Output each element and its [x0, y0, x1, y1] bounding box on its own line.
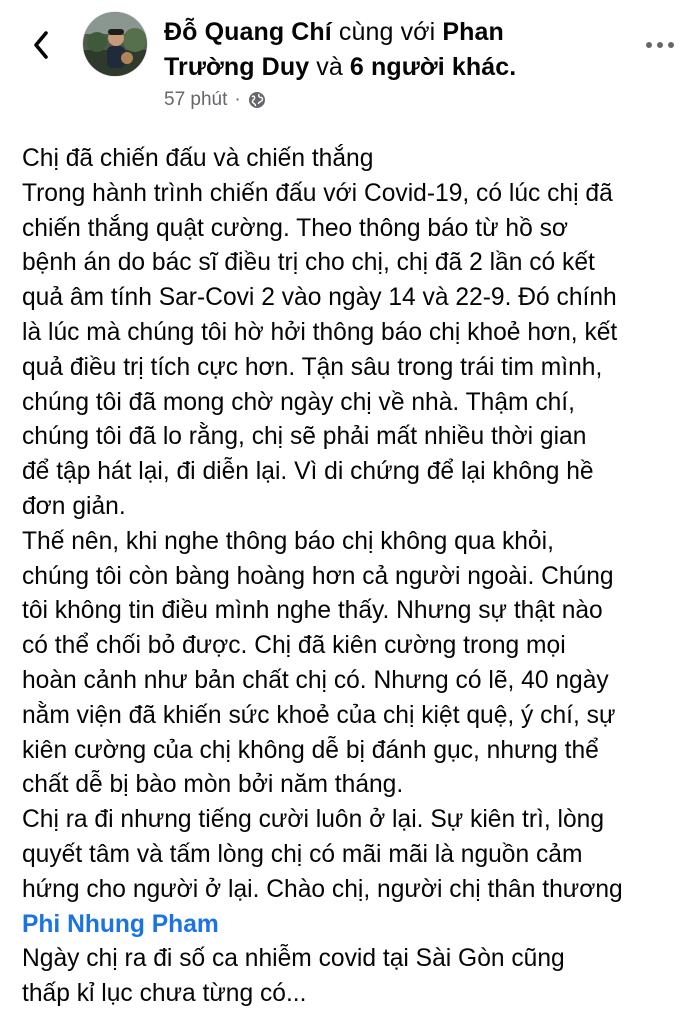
tagged-name-part2[interactable]: Trường Duy: [164, 53, 310, 81]
post-line: Chị đã chiến đấu và chiến thắng: [22, 145, 374, 172]
post-line: Chị ra đi nhưng tiếng cười luôn ở lại. Sự kiên trì, lòng: [22, 806, 605, 834]
others-link[interactable]: 6 người khác.: [349, 53, 517, 81]
chevron-left-icon: [32, 30, 50, 60]
post-line: chúng tôi đã mong chờ ngày chị về nhà. Thậm chí,: [22, 388, 575, 416]
more-horizontal-icon: [645, 41, 675, 49]
post-header: [0, 0, 700, 130]
post-meta: [164, 89, 266, 111]
post-line: hứng cho người ở lại. Chào chị, người chị thân thương: [22, 875, 623, 903]
and-text: và: [316, 53, 343, 81]
mention-link[interactable]: Phi Nhung Pham: [22, 910, 219, 938]
post-line: nằm viện đã khiến sức khoẻ của chị kiệt quệ, ý chí, sự: [22, 701, 616, 729]
post-line: quả điều trị tích cực hơn. Tận sâu trong trái tim mình,: [22, 353, 603, 381]
privacy-indicator[interactable]: [248, 91, 266, 109]
post-line: đơn giản.: [22, 492, 126, 520]
post-line: Thế nên, khi nghe thông báo chị không qua khỏi,: [22, 527, 554, 555]
post-author-line: [164, 15, 604, 85]
author-avatar[interactable]: [83, 12, 147, 76]
post-line: có thể chối bỏ được. Chị đã kiên cường trong mọi: [22, 632, 566, 660]
post-line: chúng tôi còn bàng hoàng hơn cả người ngoài. Chúng: [22, 562, 614, 590]
post-line: tôi không tin điều mình nghe thấy. Nhưng sự thật nào: [22, 597, 603, 625]
timestamp[interactable]: 57 phút: [164, 89, 228, 110]
with-text: cùng với: [338, 18, 436, 46]
post-line: để tập hát lại, đi diễn lại. Vì di chứng để lại không hề: [22, 458, 594, 486]
meta-separator: ·: [234, 89, 241, 110]
back-button[interactable]: [26, 28, 56, 62]
post-body: [22, 142, 692, 1012]
post-line: chất dễ bị bào mòn bởi năm tháng.: [22, 771, 404, 799]
post-line: chúng tôi đã lo rằng, chị sẽ phải mất nhiều thời gian: [22, 423, 587, 451]
post-line: kiên cường của chị không dễ bị đánh gục, nhưng thể: [22, 736, 599, 764]
post-line: hoàn cảnh như bản chất chị có. Nhưng có lẽ, 40 ngày: [22, 666, 609, 694]
post-line: quyết tâm và tấm lòng chị có mãi mãi là nguồn cảm: [22, 840, 583, 868]
post-line: thấp kỉ lục chưa từng có...: [22, 980, 307, 1008]
avatar-photo: [83, 12, 147, 76]
author-name[interactable]: Đỗ Quang Chí: [164, 18, 332, 46]
tagged-name-part1[interactable]: Phan: [442, 18, 504, 46]
post-line: Trong hành trình chiến đấu với Covid-19, có lúc chị đã: [22, 179, 613, 207]
post-line: Ngày chị ra đi số ca nhiễm covid tại Sài Gòn cũng: [22, 945, 565, 973]
post-line: là lúc mà chúng tôi hờ hởi thông báo chị khoẻ hơn, kết: [22, 318, 618, 346]
post-line: bệnh án do bác sĩ điều trị cho chị, chị đã 2 lần có kết: [22, 249, 595, 277]
globe-icon: [248, 91, 266, 109]
post-line: chiến thắng quật cường. Theo thông báo từ hồ sơ: [22, 214, 569, 242]
more-options-button[interactable]: [640, 30, 680, 60]
post-line: quả âm tính Sar-Covi 2 vào ngày 14 và 22-9. Đó chính: [22, 284, 617, 312]
